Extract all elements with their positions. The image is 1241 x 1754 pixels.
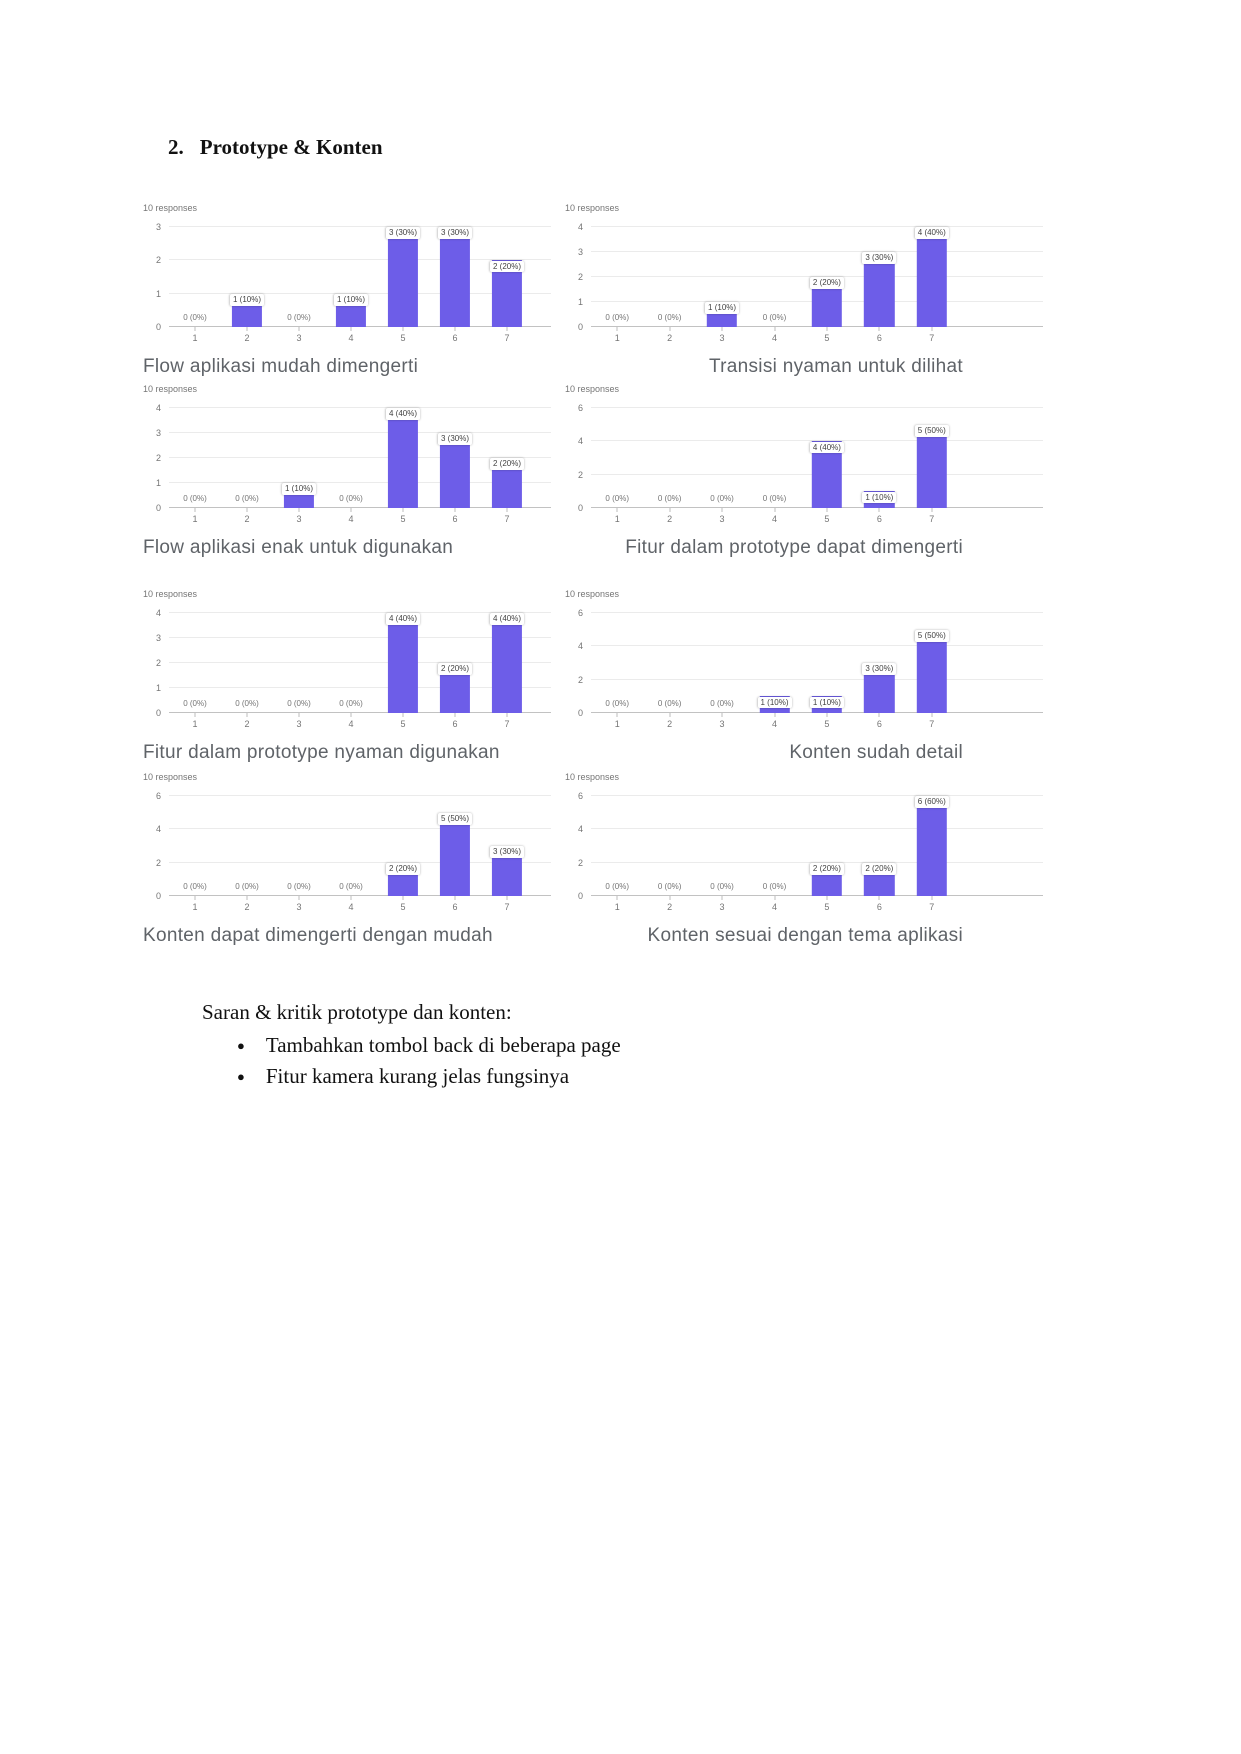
- x-axis-tick: [774, 327, 775, 331]
- x-tick-label: 5: [824, 514, 830, 524]
- x-axis-tick: [774, 713, 775, 717]
- bar-category-7: [917, 425, 947, 508]
- x-axis-tick: [403, 713, 404, 717]
- bar-category-5: [388, 408, 418, 508]
- x-axis-tick: [247, 713, 248, 717]
- bar-value-label: 5 (50%): [915, 425, 949, 437]
- x-axis-tick: [617, 713, 618, 717]
- y-tick-label: 0: [577, 322, 583, 332]
- bar-value-label: 3 (30%): [386, 227, 420, 239]
- bar-value-label: 1 (10%): [334, 294, 368, 306]
- bar-value-label: 1 (10%): [810, 697, 844, 709]
- y-tick-label: 4: [577, 824, 583, 835]
- bar-value-label: 1 (10%): [862, 492, 896, 504]
- zero-value-label: 0 (0%): [183, 882, 207, 891]
- x-tick-label: 2: [244, 902, 250, 912]
- zero-value-label: 0 (0%): [657, 313, 682, 322]
- chart-title: Konten sesuai dengan tema aplikasi: [647, 925, 963, 946]
- zero-value-label: 0 (0%): [762, 882, 787, 891]
- x-tick-label: 4: [348, 514, 354, 524]
- plot-area: [169, 408, 551, 508]
- bar-value-label: 4 (40%): [386, 408, 420, 420]
- section-title: Prototype & Konten: [199, 135, 383, 159]
- y-tick-label: 1: [155, 478, 161, 488]
- gridline: [591, 679, 1043, 680]
- x-axis-tick: [351, 896, 352, 900]
- y-tick-label: 3: [577, 247, 583, 257]
- zero-value-label: 0 (0%): [657, 882, 682, 891]
- y-axis: [143, 222, 169, 332]
- zero-value-label: 0 (0%): [605, 494, 629, 503]
- list-item: [237, 1064, 842, 1089]
- x-axis-tick: [455, 327, 456, 331]
- x-axis-tick: [403, 327, 404, 331]
- x-axis-tick: [507, 896, 508, 900]
- responses-count: 10 responses: [143, 203, 198, 213]
- x-axis-tick: [617, 508, 618, 512]
- bar-value-label: 1 (10%): [282, 483, 316, 495]
- x-tick-label: 6: [452, 902, 458, 912]
- y-tick-label: 2: [155, 857, 161, 868]
- x-tick-label: 4: [771, 333, 777, 343]
- x-tick-label: 1: [192, 719, 198, 729]
- gridline: [591, 645, 1043, 646]
- chart-title: Flow aplikasi enak untuk digunakan: [143, 537, 454, 558]
- x-axis-tick: [774, 508, 775, 512]
- y-tick-label: 2: [577, 272, 583, 282]
- x-tick-label: 7: [929, 514, 935, 524]
- x-axis-tick: [351, 327, 352, 331]
- x-tick-label: 6: [452, 719, 458, 729]
- x-axis-tick: [722, 327, 723, 331]
- zero-value-label: 0 (0%): [605, 313, 629, 322]
- x-tick-label: 2: [667, 514, 673, 524]
- chart-body: [565, 222, 1043, 343]
- bullet-text: Fitur kamera kurang jelas fungsinya: [265, 1064, 570, 1088]
- x-axis-tick: [669, 508, 670, 512]
- bullet-text: Tambahkan tombol back di beberapa page: [265, 1033, 621, 1057]
- chart-konten-dimengerti-mudah: [143, 772, 551, 947]
- x-tick-label: 6: [452, 514, 458, 524]
- x-axis-tick: [299, 896, 300, 900]
- y-tick-label: 2: [577, 469, 583, 480]
- x-tick-label: 1: [614, 902, 620, 912]
- x-axis: [591, 333, 1043, 343]
- y-tick-label: 0: [577, 708, 583, 718]
- y-tick-label: 4: [155, 403, 161, 413]
- chart-body: [143, 403, 551, 524]
- bar-value-label: 2 (20%): [862, 863, 896, 875]
- x-tick-label: 3: [296, 902, 302, 912]
- y-tick-label: 0: [577, 503, 583, 513]
- x-tick-label: 5: [824, 333, 830, 343]
- plot-area: [169, 613, 551, 713]
- y-tick-label: 0: [155, 708, 161, 718]
- responses-count: 10 responses: [143, 772, 198, 782]
- zero-value-label: 0 (0%): [287, 699, 311, 708]
- bar-category-7: [917, 630, 947, 713]
- chart-title: Transisi nyaman untuk dilihat: [708, 356, 963, 377]
- chart-row: [143, 203, 1043, 378]
- gridline: [591, 407, 1043, 408]
- y-tick-label: 2: [155, 453, 161, 463]
- x-axis-tick: [722, 508, 723, 512]
- bullet-icon: ●: [237, 1038, 245, 1053]
- x-tick-label: 7: [504, 719, 510, 729]
- x-axis: [591, 902, 1043, 912]
- zero-value-label: 0 (0%): [605, 882, 629, 891]
- x-axis-tick: [299, 713, 300, 717]
- x-axis-tick: [669, 896, 670, 900]
- y-tick-label: 6: [577, 791, 583, 801]
- chart-konten-sesuai-tema: [565, 772, 1043, 947]
- x-axis-tick: [247, 327, 248, 331]
- zero-value-label: 0 (0%): [710, 882, 734, 891]
- zero-value-label: 0 (0%): [657, 699, 682, 708]
- x-tick-label: 2: [667, 719, 673, 729]
- plot-area: [591, 227, 1043, 327]
- x-axis-tick: [403, 508, 404, 512]
- x-axis: [169, 333, 551, 343]
- gridline: [591, 226, 1043, 227]
- x-axis-tick: [722, 713, 723, 717]
- zero-value-label: 0 (0%): [762, 494, 787, 503]
- x-tick-label: 7: [504, 902, 510, 912]
- zero-value-label: 0 (0%): [183, 494, 207, 503]
- y-tick-label: 6: [577, 403, 583, 413]
- bar-value-label: 3 (30%): [490, 846, 524, 858]
- responses-count: 10 responses: [143, 589, 198, 599]
- x-axis-tick: [455, 508, 456, 512]
- y-tick-label: 4: [577, 641, 583, 652]
- x-tick-label: 1: [192, 514, 198, 524]
- x-axis-tick: [879, 327, 880, 331]
- x-axis-tick: [455, 896, 456, 900]
- x-axis: [169, 719, 551, 729]
- bar-category-5: [388, 227, 418, 327]
- plot-area: [591, 408, 1043, 508]
- x-tick-label: 4: [771, 902, 777, 912]
- chart-row: [143, 384, 1043, 559]
- bar-value-label: 4 (40%): [386, 613, 420, 625]
- x-tick-label: 5: [400, 514, 406, 524]
- x-axis-tick: [507, 508, 508, 512]
- x-axis-tick: [507, 713, 508, 717]
- x-axis-tick: [931, 508, 932, 512]
- x-tick-label: 3: [296, 719, 302, 729]
- x-tick-label: 7: [504, 514, 510, 524]
- x-tick-label: 4: [771, 514, 777, 524]
- x-tick-label: 7: [929, 333, 935, 343]
- zero-value-label: 0 (0%): [183, 699, 207, 708]
- x-tick-label: 6: [876, 719, 882, 729]
- x-axis: [591, 514, 1043, 524]
- zero-value-label: 0 (0%): [235, 494, 259, 503]
- charts-grid: [143, 203, 1043, 947]
- bar-category-7: [492, 613, 522, 713]
- bar-value-label: 1 (10%): [705, 302, 739, 314]
- y-tick-label: 1: [155, 683, 161, 693]
- x-axis-tick: [455, 713, 456, 717]
- bar-value-label: 2 (20%): [386, 863, 420, 875]
- x-tick-label: 7: [929, 719, 935, 729]
- zero-value-label: 0 (0%): [710, 699, 734, 708]
- x-axis-tick: [931, 896, 932, 900]
- x-tick-label: 3: [719, 902, 725, 912]
- gridline: [169, 432, 551, 433]
- y-tick-label: 1: [577, 297, 583, 307]
- x-tick-label: 5: [824, 719, 830, 729]
- zero-value-label: 0 (0%): [710, 494, 734, 503]
- plot-area: [169, 227, 551, 327]
- gridline: [591, 828, 1043, 829]
- y-tick-label: 3: [155, 428, 161, 438]
- y-tick-label: 0: [155, 503, 161, 513]
- y-axis: [143, 791, 169, 901]
- bar-category-7: [917, 227, 947, 327]
- y-tick-label: 0: [577, 891, 583, 901]
- y-tick-label: 2: [577, 857, 583, 868]
- x-tick-label: 7: [929, 902, 935, 912]
- chart-konten-sudah-detail: [565, 589, 1043, 764]
- chart-title: Fitur dalam prototype dapat dimengerti: [625, 537, 963, 558]
- y-tick-label: 4: [155, 608, 161, 618]
- bar-category-7: [917, 796, 947, 896]
- notes-section: [202, 1000, 842, 1089]
- chart-title: Flow aplikasi mudah dimengerti: [143, 356, 419, 377]
- chart-row: [143, 772, 1043, 947]
- bar-value-label: 2 (20%): [810, 277, 844, 289]
- x-tick-label: 4: [348, 719, 354, 729]
- y-axis: [565, 222, 591, 332]
- zero-value-label: 0 (0%): [762, 313, 787, 322]
- bar-value-label: 3 (30%): [438, 433, 472, 445]
- x-axis-tick: [507, 327, 508, 331]
- chart-title: Fitur dalam prototype nyaman digunakan: [143, 742, 500, 763]
- zero-value-label: 0 (0%): [287, 882, 311, 891]
- bar-value-label: 2 (20%): [810, 863, 844, 875]
- x-axis-tick: [195, 713, 196, 717]
- x-axis-tick: [826, 896, 827, 900]
- y-tick-label: 6: [155, 791, 161, 801]
- gridline: [169, 407, 551, 408]
- x-axis-tick: [617, 327, 618, 331]
- x-axis-tick: [826, 713, 827, 717]
- x-tick-label: 5: [400, 719, 406, 729]
- x-axis-tick: [879, 508, 880, 512]
- bar-value-label: 3 (30%): [438, 227, 472, 239]
- x-axis-tick: [247, 508, 248, 512]
- bar-category-6: [440, 227, 470, 327]
- zero-value-label: 0 (0%): [657, 494, 682, 503]
- zero-value-label: 0 (0%): [339, 882, 363, 891]
- bar-value-label: 5 (50%): [915, 630, 949, 642]
- x-tick-label: 2: [667, 333, 673, 343]
- plot-area: [591, 796, 1043, 896]
- section-heading: [168, 135, 383, 160]
- chart-transisi-nyaman: [565, 203, 1043, 378]
- x-axis-tick: [669, 713, 670, 717]
- x-tick-label: 6: [452, 333, 458, 343]
- x-tick-label: 3: [719, 514, 725, 524]
- x-axis-tick: [931, 713, 932, 717]
- bar-value-label: 2 (20%): [438, 663, 472, 675]
- x-axis: [591, 719, 1043, 729]
- bar-value-label: 3 (30%): [862, 252, 896, 264]
- bar-category-5: [388, 613, 418, 713]
- zero-value-label: 0 (0%): [605, 699, 629, 708]
- x-axis-tick: [931, 327, 932, 331]
- x-tick-label: 4: [348, 333, 354, 343]
- x-axis: [169, 902, 551, 912]
- y-axis: [565, 608, 591, 718]
- x-tick-label: 1: [614, 514, 620, 524]
- zero-value-label: 0 (0%): [339, 699, 363, 708]
- bar-value-label: 4 (40%): [915, 227, 949, 239]
- bar-value-label: 6 (60%): [915, 796, 949, 808]
- x-tick-label: 2: [667, 902, 673, 912]
- responses-count: 10 responses: [565, 589, 620, 599]
- x-axis-tick: [195, 508, 196, 512]
- x-tick-label: 6: [876, 902, 882, 912]
- x-tick-label: 7: [504, 333, 510, 343]
- chart-fitur-nyaman-digunakan: [143, 589, 551, 764]
- x-tick-label: 2: [244, 719, 250, 729]
- y-tick-label: 1: [155, 288, 161, 299]
- x-axis-tick: [879, 896, 880, 900]
- chart-body: [143, 791, 551, 912]
- gridline: [591, 612, 1043, 613]
- x-axis-tick: [826, 508, 827, 512]
- x-tick-label: 3: [719, 333, 725, 343]
- bar-value-label: 1 (10%): [757, 697, 791, 709]
- x-tick-label: 5: [400, 902, 406, 912]
- bar-value-label: 3 (30%): [862, 663, 896, 675]
- gridline: [591, 251, 1043, 252]
- plot-area: [169, 796, 551, 896]
- zero-value-label: 0 (0%): [339, 494, 363, 503]
- x-tick-label: 5: [400, 333, 406, 343]
- x-axis-tick: [403, 896, 404, 900]
- x-axis-tick: [774, 896, 775, 900]
- responses-count: 10 responses: [565, 772, 620, 782]
- y-tick-label: 6: [577, 608, 583, 618]
- bar-value-label: 5 (50%): [438, 813, 472, 825]
- chart-body: [565, 791, 1043, 912]
- x-tick-label: 4: [771, 719, 777, 729]
- gridline: [591, 795, 1043, 796]
- responses-count: 10 responses: [565, 203, 620, 213]
- y-tick-label: 3: [155, 222, 161, 232]
- bar-value-label: 1 (10%): [230, 294, 264, 306]
- zero-value-label: 0 (0%): [183, 313, 207, 322]
- y-tick-label: 2: [155, 255, 161, 266]
- x-tick-label: 1: [192, 333, 198, 343]
- x-axis: [169, 514, 551, 524]
- x-tick-label: 1: [614, 333, 620, 343]
- y-tick-label: 2: [577, 674, 583, 685]
- x-tick-label: 2: [244, 514, 250, 524]
- x-axis-tick: [351, 713, 352, 717]
- x-tick-label: 3: [719, 719, 725, 729]
- x-tick-label: 4: [348, 902, 354, 912]
- bar-value-label: 4 (40%): [490, 613, 524, 625]
- y-axis: [143, 403, 169, 513]
- x-axis-tick: [351, 508, 352, 512]
- gridline: [169, 795, 551, 796]
- zero-value-label: 0 (0%): [287, 313, 311, 322]
- x-tick-label: 5: [824, 902, 830, 912]
- chart-fitur-dapat-dimengerti: [565, 384, 1043, 559]
- responses-count: 10 responses: [143, 384, 198, 394]
- x-axis-tick: [195, 896, 196, 900]
- chart-body: [565, 608, 1043, 729]
- x-axis-tick: [195, 327, 196, 331]
- chart-flow-aplikasi-enak: [143, 384, 551, 559]
- y-tick-label: 0: [155, 891, 161, 901]
- gridline: [169, 226, 551, 227]
- x-tick-label: 6: [876, 333, 882, 343]
- chart-flow-aplikasi-mudah-dimengerti: [143, 203, 551, 378]
- x-tick-label: 3: [296, 333, 302, 343]
- y-tick-label: 3: [155, 633, 161, 643]
- x-tick-label: 2: [244, 333, 250, 343]
- x-tick-label: 6: [876, 514, 882, 524]
- section-number: 2.: [168, 135, 184, 159]
- chart-body: [143, 222, 551, 343]
- zero-value-label: 0 (0%): [235, 882, 259, 891]
- chart-row: [143, 589, 1043, 764]
- x-axis-tick: [299, 327, 300, 331]
- x-axis-tick: [722, 896, 723, 900]
- bar-category-6: [440, 813, 470, 896]
- notes-title: Saran & kritik prototype dan konten:: [202, 1000, 512, 1024]
- chart-title: Konten dapat dimengerti dengan mudah: [143, 925, 493, 946]
- bar-value-label: 2 (20%): [490, 261, 524, 273]
- x-tick-label: 1: [614, 719, 620, 729]
- y-tick-label: 4: [577, 436, 583, 447]
- y-tick-label: 4: [577, 222, 583, 232]
- y-tick-label: 0: [155, 322, 161, 332]
- y-tick-label: 2: [155, 658, 161, 668]
- bullet-icon: ●: [237, 1069, 245, 1084]
- plot-area: [591, 613, 1043, 713]
- x-tick-label: 1: [192, 902, 198, 912]
- y-axis: [565, 403, 591, 513]
- bar-value-label: 4 (40%): [810, 442, 844, 454]
- x-axis-tick: [247, 896, 248, 900]
- chart-body: [143, 608, 551, 729]
- x-axis-tick: [299, 508, 300, 512]
- x-axis-tick: [826, 327, 827, 331]
- x-tick-label: 3: [296, 514, 302, 524]
- y-axis: [143, 608, 169, 718]
- chart-body: [565, 403, 1043, 524]
- responses-count: 10 responses: [565, 384, 620, 394]
- y-axis: [565, 791, 591, 901]
- list-item: [237, 1033, 842, 1058]
- y-tick-label: 4: [155, 824, 161, 835]
- x-axis-tick: [879, 713, 880, 717]
- gridline: [169, 828, 551, 829]
- zero-value-label: 0 (0%): [235, 699, 259, 708]
- bar-value-label: 2 (20%): [490, 458, 524, 470]
- x-axis-tick: [669, 327, 670, 331]
- chart-title: Konten sudah detail: [789, 742, 963, 763]
- x-axis-tick: [617, 896, 618, 900]
